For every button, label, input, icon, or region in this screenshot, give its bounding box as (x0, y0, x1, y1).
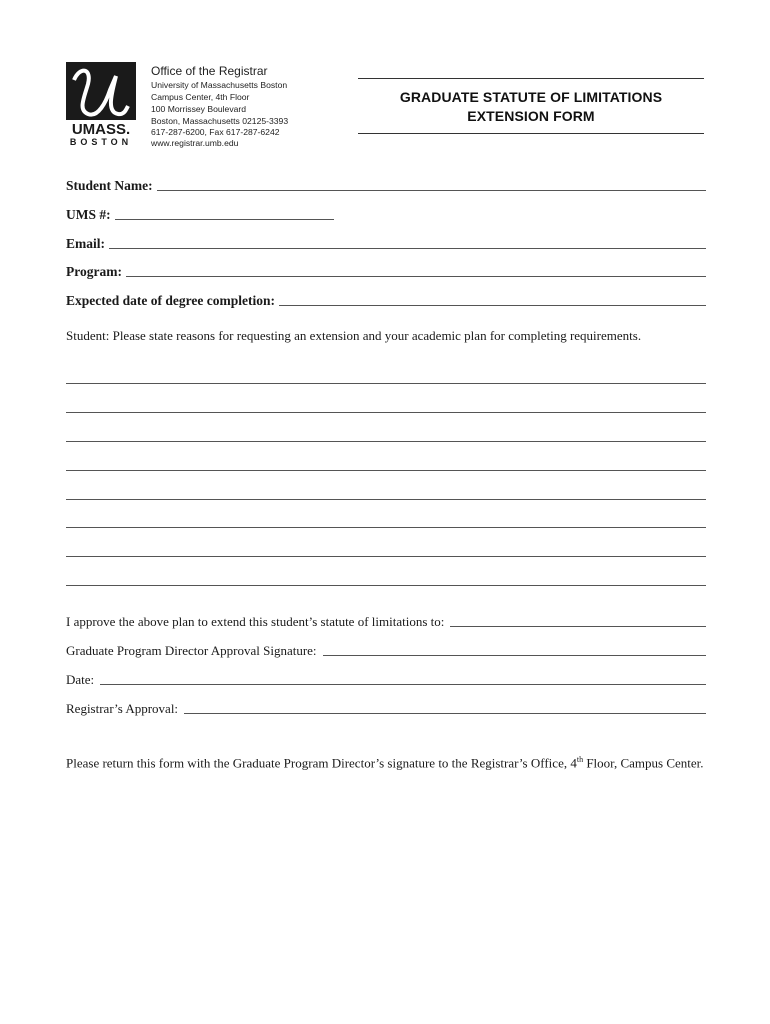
response-line[interactable] (66, 499, 706, 500)
registrar-approval-input[interactable] (184, 712, 706, 714)
extend-to-field (66, 614, 706, 630)
field-label: Date: (66, 672, 95, 687)
instructions-text: Student: Please state reasons for requesting an extension and your academic plan for completing requirements. (66, 328, 642, 343)
response-line[interactable] (66, 556, 706, 557)
address-line: Campus Center, 4th Floor (151, 92, 250, 102)
director-signature-input[interactable] (323, 654, 706, 656)
form-title-line1: GRADUATE STATUTE OF LIMITATIONS (399, 89, 663, 105)
field-label: Expected date of degree completion: (66, 293, 275, 308)
umass-logo-icon (66, 62, 136, 146)
field-label: I approve the above plan to extend this student’s statute of limitations to: (66, 614, 445, 629)
field-label: Registrar’s Approval: (66, 701, 179, 716)
return-instructions (66, 751, 706, 771)
umass-boston-logo (66, 62, 136, 146)
program-field (66, 264, 706, 280)
footer-text-end: Floor, Campus Center. (583, 755, 704, 771)
response-line[interactable] (66, 470, 706, 471)
footer-superscript: th (576, 755, 584, 764)
response-line[interactable] (66, 585, 706, 586)
field-label: Program: (66, 264, 122, 279)
extend-to-input[interactable] (450, 625, 706, 627)
address-line: Boston, Massachusetts 02125-3393 (151, 116, 289, 126)
field-label: Graduate Program Director Approval Signature: (66, 643, 317, 658)
form-title (358, 88, 704, 126)
address-line: 100 Morrissey Boulevard (151, 104, 247, 114)
date-field (66, 672, 706, 688)
title-divider-bottom (358, 133, 704, 134)
form-title-line2: EXTENSION FORM (467, 108, 595, 124)
program-input[interactable] (126, 275, 706, 277)
response-line[interactable] (66, 383, 706, 384)
response-line[interactable] (66, 527, 706, 528)
expected-completion-field (66, 293, 706, 309)
student-name-field (66, 178, 706, 194)
email-field (66, 236, 706, 252)
email-input[interactable] (109, 247, 706, 249)
registrar-approval-field (66, 701, 706, 717)
response-line[interactable] (66, 412, 706, 413)
response-line[interactable] (66, 441, 706, 442)
field-label: Email: (66, 236, 105, 251)
expected-completion-input[interactable] (279, 304, 706, 306)
address-line: University of Massachusetts Boston (151, 80, 288, 90)
field-label: UMS #: (66, 207, 111, 222)
office-title: Office of the Registrar (151, 64, 268, 78)
director-signature-field (66, 643, 706, 659)
ums-number-input[interactable] (115, 218, 334, 220)
title-divider-top (358, 78, 704, 79)
svg-text:BOSTON: BOSTON (69, 137, 133, 146)
svg-text:UMASS.: UMASS. (71, 121, 131, 138)
field-label: Student Name: (66, 178, 153, 193)
footer-text: Please return this form with the Graduate Program Director’s signature to the Registrar’s Office, 4 (66, 755, 577, 771)
student-name-input[interactable] (157, 189, 706, 191)
date-input[interactable] (100, 683, 706, 685)
ums-number-field (66, 207, 334, 223)
website-link[interactable]: www.registrar.umb.edu (151, 138, 239, 148)
address-line: 617-287-6200, Fax 617-287-6242 (151, 127, 280, 137)
